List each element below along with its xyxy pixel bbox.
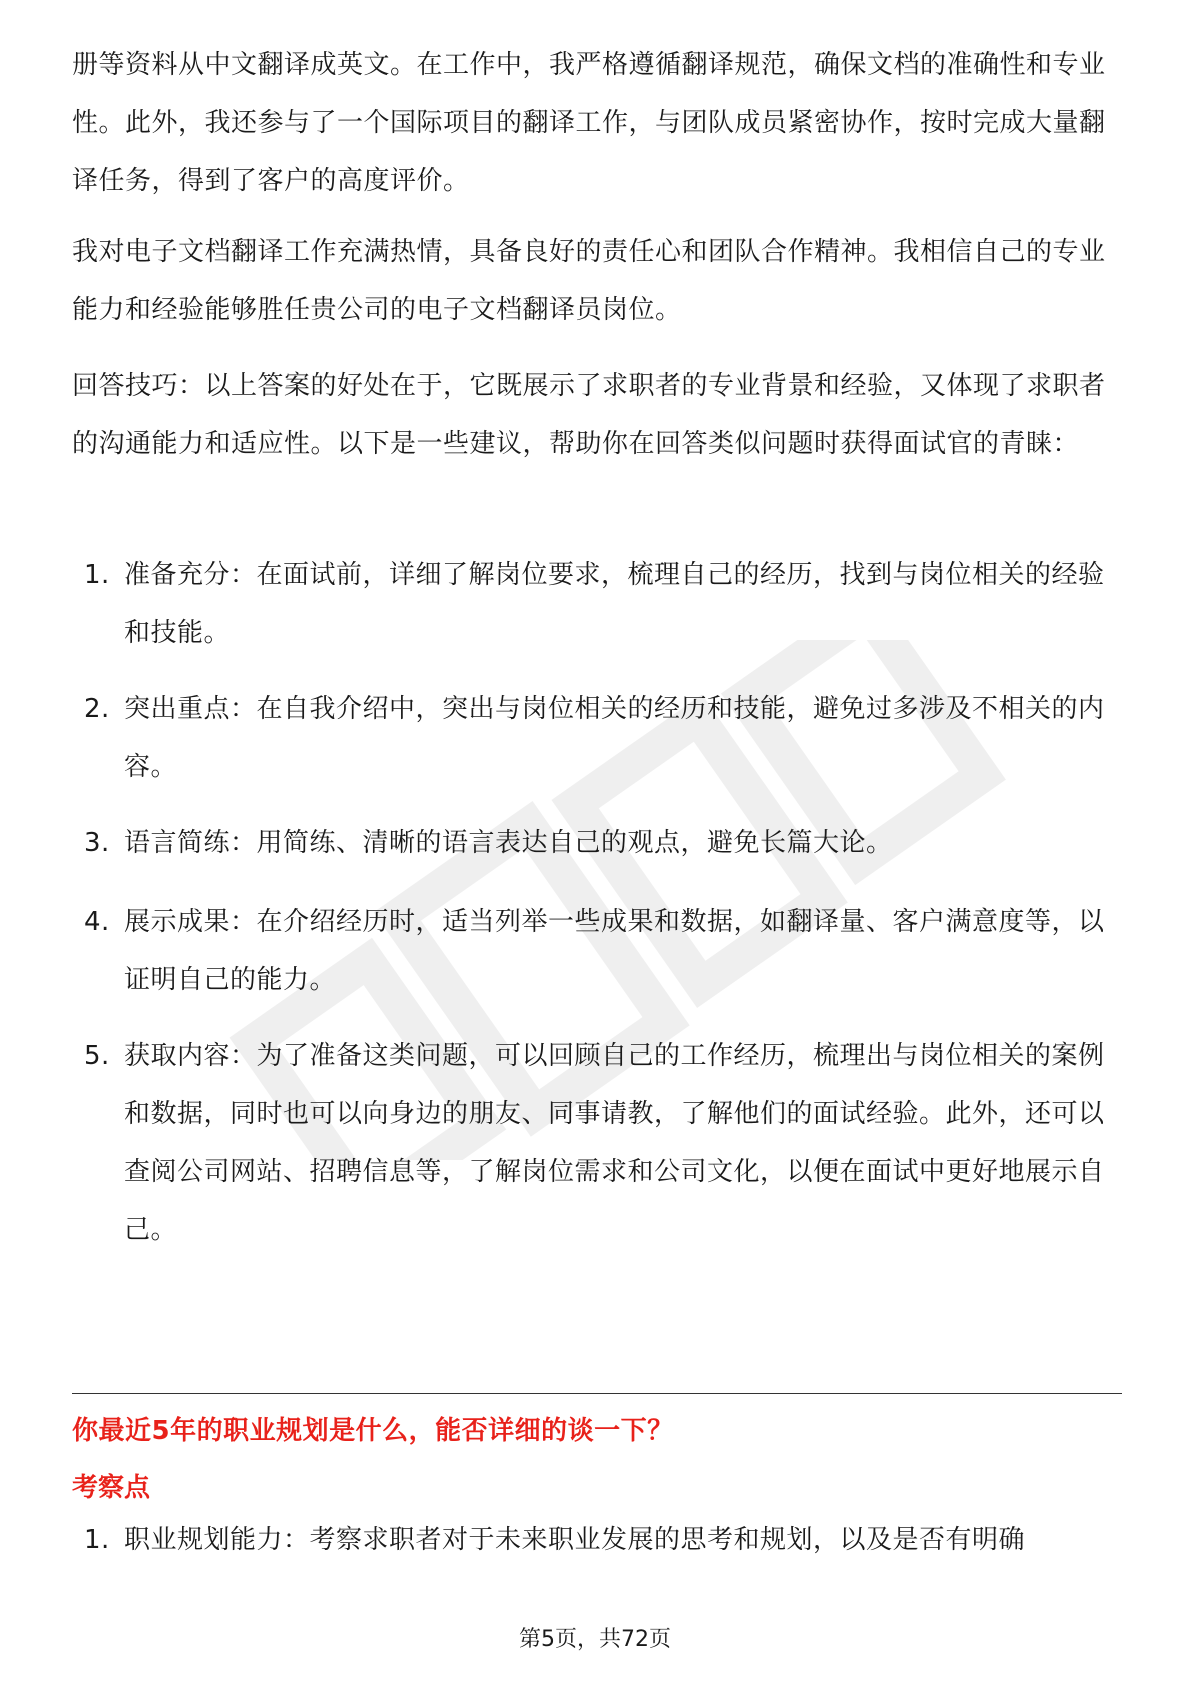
list-item [72, 680, 1122, 796]
paragraph-experience: 册等资料从中文翻译成英文。在工作中，我严格遵循翻译规范，确保文档的准确性和专业性。此外，我还参与了一个国际项目的翻译工作，与团队成员紧密协作，按时完成大量翻译任务，得到了客户的高度评价。 [72, 50, 1106, 196]
list-number: 3. [84, 828, 110, 858]
list-text: 展示成果：在介绍经历时，适当列举一些成果和数据，如翻译量、客户满意度等，以证明自己的能力。 [124, 907, 1105, 995]
page-footer: 第5页，共72页 [519, 1627, 671, 1652]
paragraph-enthusiasm: 我对电子文档翻译工作充满热情，具备良好的责任心和团队合作精神。我相信自己的专业能力和经验能够胜任贵公司的电子文档翻译员岗位。 [72, 237, 1106, 325]
question-heading: 你最近5年的职业规划是什么，能否详细的谈一下？ [72, 1416, 674, 1446]
list-item [72, 546, 1122, 662]
list-text: 职业规划能力：考察求职者对于未来职业发展的思考和规划，以及是否有明确 [124, 1525, 1026, 1555]
list-text: 突出重点：在自我介绍中，突出与岗位相关的经历和技能，避免过多涉及不相关的内容。 [124, 694, 1105, 782]
list-number: 5. [84, 1041, 110, 1071]
list-number: 1. [84, 1525, 110, 1555]
list-item [72, 1027, 1122, 1259]
list-number: 4. [84, 907, 110, 937]
list-number: 2. [84, 694, 110, 724]
list-text: 准备充分：在面试前，详细了解岗位要求，梳理自己的经历，找到与岗位相关的经验和技能。 [124, 560, 1105, 648]
section-heading: 考察点 [72, 1473, 151, 1503]
list-item [72, 814, 1122, 872]
list-text: 获取内容：为了准备这类问题，可以回顾自己的工作经历，梳理出与岗位相关的案例和数据，同时也可以向身边的朋友、同事请教，了解他们的面试经验。此外，还可以查阅公司网站、招聘信息等，了解岗位需求和公司文化，以便在面试中更好地展示自己。 [124, 1041, 1105, 1245]
list-item [72, 1511, 1122, 1569]
list-text: 语言简练：用简练、清晰的语言表达自己的观点，避免长篇大论。 [124, 828, 893, 858]
paragraph-answer-tips: 回答技巧：以上答案的好处在于，它既展示了求职者的专业背景和经验，又体现了求职者的沟通能力和适应性。以下是一些建议，帮助你在回答类似问题时获得面试官的青睐： [72, 371, 1106, 459]
list-item [72, 893, 1122, 1009]
list-number: 1. [84, 560, 110, 590]
section-divider [72, 1393, 1122, 1394]
